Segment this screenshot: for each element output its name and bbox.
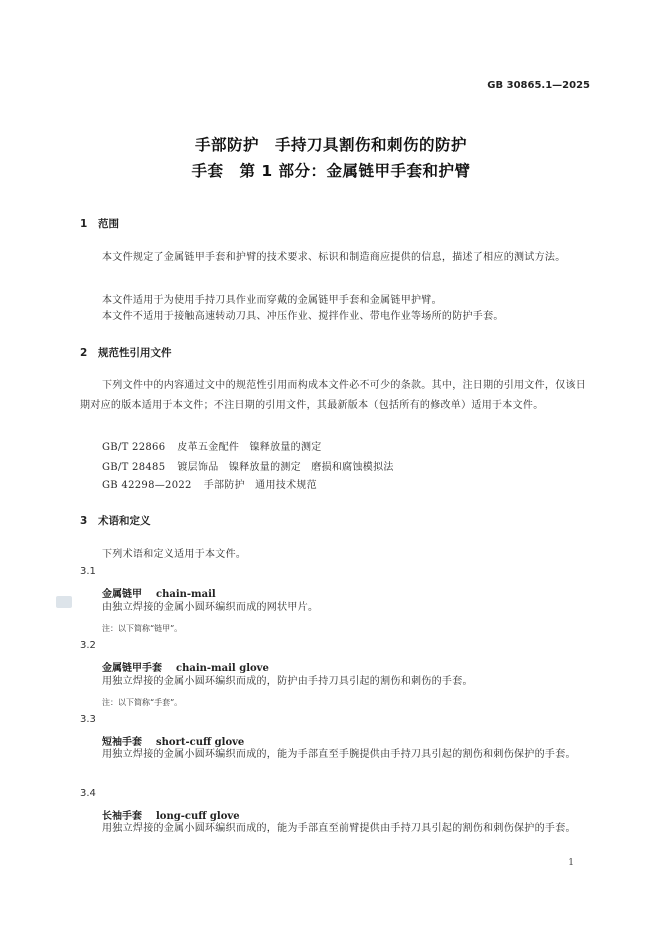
section-intro: 下列术语和定义适用于本文件。 (102, 549, 247, 560)
reference-item (102, 438, 322, 453)
document-title-line-2: 手套 第 1 部分：金属链甲手套和护臂 (191, 162, 471, 180)
reference-title: 皮革五金配件 镍释放量的测定 (177, 442, 322, 453)
term-zh: 金属链甲手套 (102, 663, 162, 674)
section-1-heading (80, 216, 119, 231)
section-number: 3 (80, 515, 88, 527)
term-definition: 用独立焊接的金属小圆环编织而成的，防护由手持刀具引起的割伤和刺伤的手套。 (102, 676, 473, 687)
section-title: 术语和定义 (98, 515, 151, 527)
term-zh: 短袖手套 (102, 737, 142, 748)
reference-code: GB/T 22866 (102, 442, 166, 453)
term-number: 3.2 (80, 640, 96, 651)
term-en: chain-mail (156, 589, 216, 600)
paragraph: 下列文件中的内容通过文中的规范性引用而构成本文件必不可少的条款。其中，注日期的引用文件，仅该日期对应的版本适用于本文件；不注日期的引用文件，其最新版本（包括所有的修改单）适用于本文件。 (80, 380, 587, 411)
reference-item (102, 476, 317, 491)
term-number: 3.4 (80, 788, 96, 799)
reference-code: GB 42298—2022 (102, 480, 192, 491)
term-zh: 长袖手套 (102, 811, 142, 822)
reference-code: GB/T 28485 (102, 462, 166, 473)
document-title-line-1: 手部防护 手持刀具割伤和刺伤的防护 (194, 136, 467, 154)
term-definition: 用独立焊接的金属小圆环编织而成的，能为手部直至手腕提供由手持刀具引起的割伤和刺伤保护的手套。 (102, 749, 576, 760)
side-tab-marker (56, 596, 72, 608)
paragraph: 本文件规定了金属链甲手套和护臂的技术要求、标识和制造商应提供的信息，描述了相应的测试方法。 (102, 252, 566, 263)
term-note: 注：以下简称“链甲”。 (102, 624, 183, 633)
term-zh: 金属链甲 (102, 589, 142, 600)
section-number: 2 (80, 347, 88, 359)
term-en: short-cuff glove (156, 737, 245, 748)
standard-code: GB 30865.1—2025 (487, 80, 590, 91)
term-en: long-cuff glove (156, 811, 240, 822)
term-definition: 由独立焊接的金属小圆环编织而成的网状甲片。 (102, 602, 319, 613)
section-title: 规范性引用文件 (98, 347, 172, 359)
page-number: 1 (568, 858, 574, 868)
paragraph: 本文件适用于为使用手持刀具作业而穿戴的金属链甲手套和金属链甲护臂。 (102, 295, 442, 306)
term-en: chain-mail glove (176, 663, 269, 674)
section-title: 范围 (98, 218, 119, 230)
reference-item (102, 458, 394, 473)
paragraph: 本文件不适用于接触高速转动刀具、冲压作业、搅拌作业、带电作业等场所的防护手套。 (102, 311, 504, 322)
section-2-heading (80, 345, 172, 360)
term-number: 3.1 (80, 566, 96, 577)
reference-title: 镀层饰品 镍释放量的测定 磨损和腐蚀模拟法 (177, 462, 394, 473)
section-number: 1 (80, 218, 88, 230)
term-note: 注：以下简称“手套”。 (102, 698, 183, 707)
term-number: 3.3 (80, 714, 96, 725)
reference-title: 手部防护 通用技术规范 (203, 480, 317, 491)
term-definition: 用独立焊接的金属小圆环编织而成的，能为手部直至前臂提供由手持刀具引起的割伤和刺伤保护的手套。 (102, 823, 576, 834)
section-3-heading (80, 513, 151, 528)
